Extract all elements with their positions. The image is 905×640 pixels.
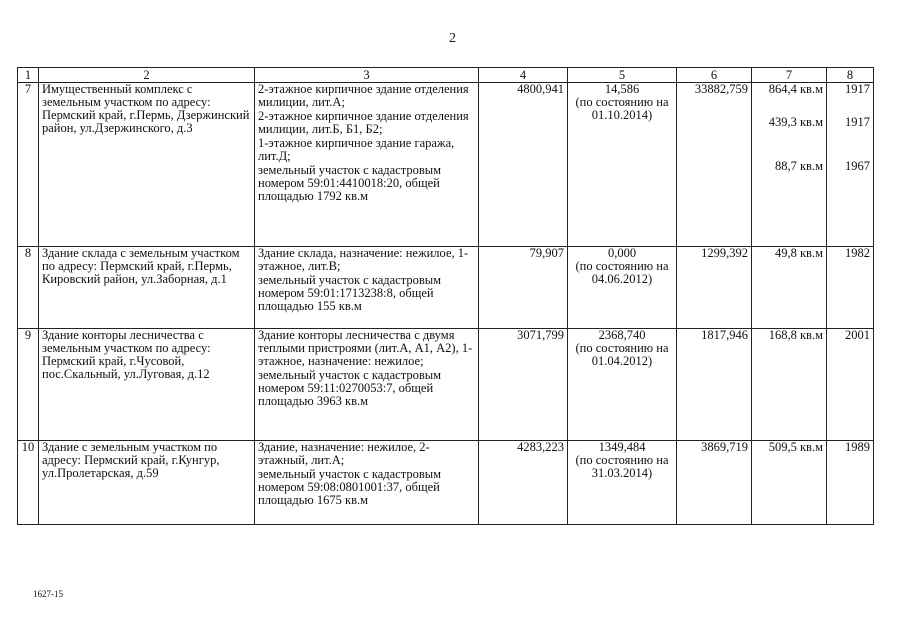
year-value: 2001 bbox=[827, 329, 874, 441]
object-item: 2-этажное кирпичное здание отделения милиции, лит.Б, Б1, Б2; bbox=[258, 109, 469, 136]
col6-value: 33882,759 bbox=[677, 83, 752, 247]
col5-cell bbox=[568, 441, 677, 525]
year-value: 1967 bbox=[845, 159, 870, 173]
property-name: Здание склада с земельным участком по адресу: Пермский край, г.Пермь, Кировский район, ул.Заборная, д.1 bbox=[39, 247, 255, 329]
property-objects bbox=[255, 329, 479, 441]
object-item: Здание конторы лесничества с двумя теплыми пристроями (лит.А, А1, А2), 1-этажное, назначение: нежилое; bbox=[258, 328, 473, 368]
col5-note: (по состоянию на 31.03.2014) bbox=[575, 453, 669, 480]
document-code: 1627-15 bbox=[33, 589, 63, 599]
object-item: земельный участок с кадастровым номером 59:01:1713238:8, общей площадью 155 кв.м bbox=[258, 273, 442, 313]
property-name: Имущественный комплекс с земельным участком по адресу: Пермский край, г.Пермь, Дзержинский район, ул.Дзержинского, д.3 bbox=[39, 83, 255, 247]
row-number: 8 bbox=[18, 247, 39, 329]
col4-value: 4800,941 bbox=[479, 83, 568, 247]
area-value: 509,5 кв.м bbox=[752, 441, 827, 525]
table-row bbox=[18, 441, 874, 525]
col5-value: 2368,740 bbox=[598, 328, 646, 342]
col6-value: 1299,392 bbox=[677, 247, 752, 329]
area-cell bbox=[752, 83, 827, 247]
col5-value: 0,000 bbox=[607, 246, 637, 260]
object-item: Здание склада, назначение: нежилое, 1-этажное, лит.В; bbox=[258, 246, 469, 273]
col5-note: (по состоянию на 04.06.2012) bbox=[575, 259, 669, 286]
row-number: 7 bbox=[18, 83, 39, 247]
col4-value: 79,907 bbox=[479, 247, 568, 329]
column-header: 1 bbox=[18, 68, 39, 83]
property-objects bbox=[255, 247, 479, 329]
property-name: Здание с земельным участком по адресу: Пермский край, г.Кунгур, ул.Пролетарская, д.59 bbox=[39, 441, 255, 525]
property-name: Здание конторы лесничества с земельным участком по адресу: Пермский край, г.Чусовой, пос.Скальный, ул.Луговая, д.12 bbox=[39, 329, 255, 441]
col5-value: 1349,484 bbox=[598, 440, 646, 454]
col5-cell bbox=[568, 329, 677, 441]
year-cell bbox=[827, 83, 874, 247]
column-header: 5 bbox=[568, 68, 677, 83]
col5-cell bbox=[568, 83, 677, 247]
year-value: 1917 bbox=[845, 82, 870, 96]
area-value: 88,7 кв.м bbox=[774, 159, 823, 173]
object-item: 2-этажное кирпичное здание отделения милиции, лит.А; bbox=[258, 82, 469, 109]
area-value: 168,8 кв.м bbox=[752, 329, 827, 441]
table-row bbox=[18, 329, 874, 441]
col4-value: 3071,799 bbox=[479, 329, 568, 441]
object-item: Здание, назначение: нежилое, 2-этажный, лит.А; bbox=[258, 440, 430, 467]
col4-value: 4283,223 bbox=[479, 441, 568, 525]
column-header: 8 bbox=[827, 68, 874, 83]
column-header: 7 bbox=[752, 68, 827, 83]
col6-value: 3869,719 bbox=[677, 441, 752, 525]
year-value: 1982 bbox=[827, 247, 874, 329]
object-item: земельный участок с кадастровым номером 59:01:4410018:20, общей площадью 1792 кв.м bbox=[258, 163, 442, 203]
column-header: 3 bbox=[255, 68, 479, 83]
year-value: 1989 bbox=[827, 441, 874, 525]
column-header: 2 bbox=[39, 68, 255, 83]
area-value: 439,3 кв.м bbox=[768, 115, 823, 129]
page-number: 2 bbox=[449, 31, 456, 46]
table-row bbox=[18, 83, 874, 247]
object-item: земельный участок с кадастровым номером 59:08:0801001:37, общей площадью 1675 кв.м bbox=[258, 467, 442, 507]
table-row bbox=[18, 247, 874, 329]
area-value: 49,8 кв.м bbox=[752, 247, 827, 329]
property-table bbox=[17, 67, 874, 525]
property-objects bbox=[255, 83, 479, 247]
column-header: 4 bbox=[479, 68, 568, 83]
year-value: 1917 bbox=[845, 115, 870, 129]
column-header: 6 bbox=[677, 68, 752, 83]
row-number: 9 bbox=[18, 329, 39, 441]
object-item: 1-этажное кирпичное здание гаража, лит.Д; bbox=[258, 136, 455, 163]
property-objects bbox=[255, 441, 479, 525]
area-value: 864,4 кв.м bbox=[768, 82, 823, 96]
object-item: земельный участок с кадастровым номером 59:11:0270053:7, общей площадью 3963 кв.м bbox=[258, 368, 442, 408]
col5-note: (по состоянию на 01.10.2014) bbox=[575, 95, 669, 122]
col5-value: 14,586 bbox=[604, 82, 640, 96]
row-number: 10 bbox=[18, 441, 39, 525]
col5-note: (по состоянию на 01.04.2012) bbox=[575, 341, 669, 368]
col5-cell bbox=[568, 247, 677, 329]
col6-value: 1817,946 bbox=[677, 329, 752, 441]
table-header-row bbox=[18, 68, 874, 83]
